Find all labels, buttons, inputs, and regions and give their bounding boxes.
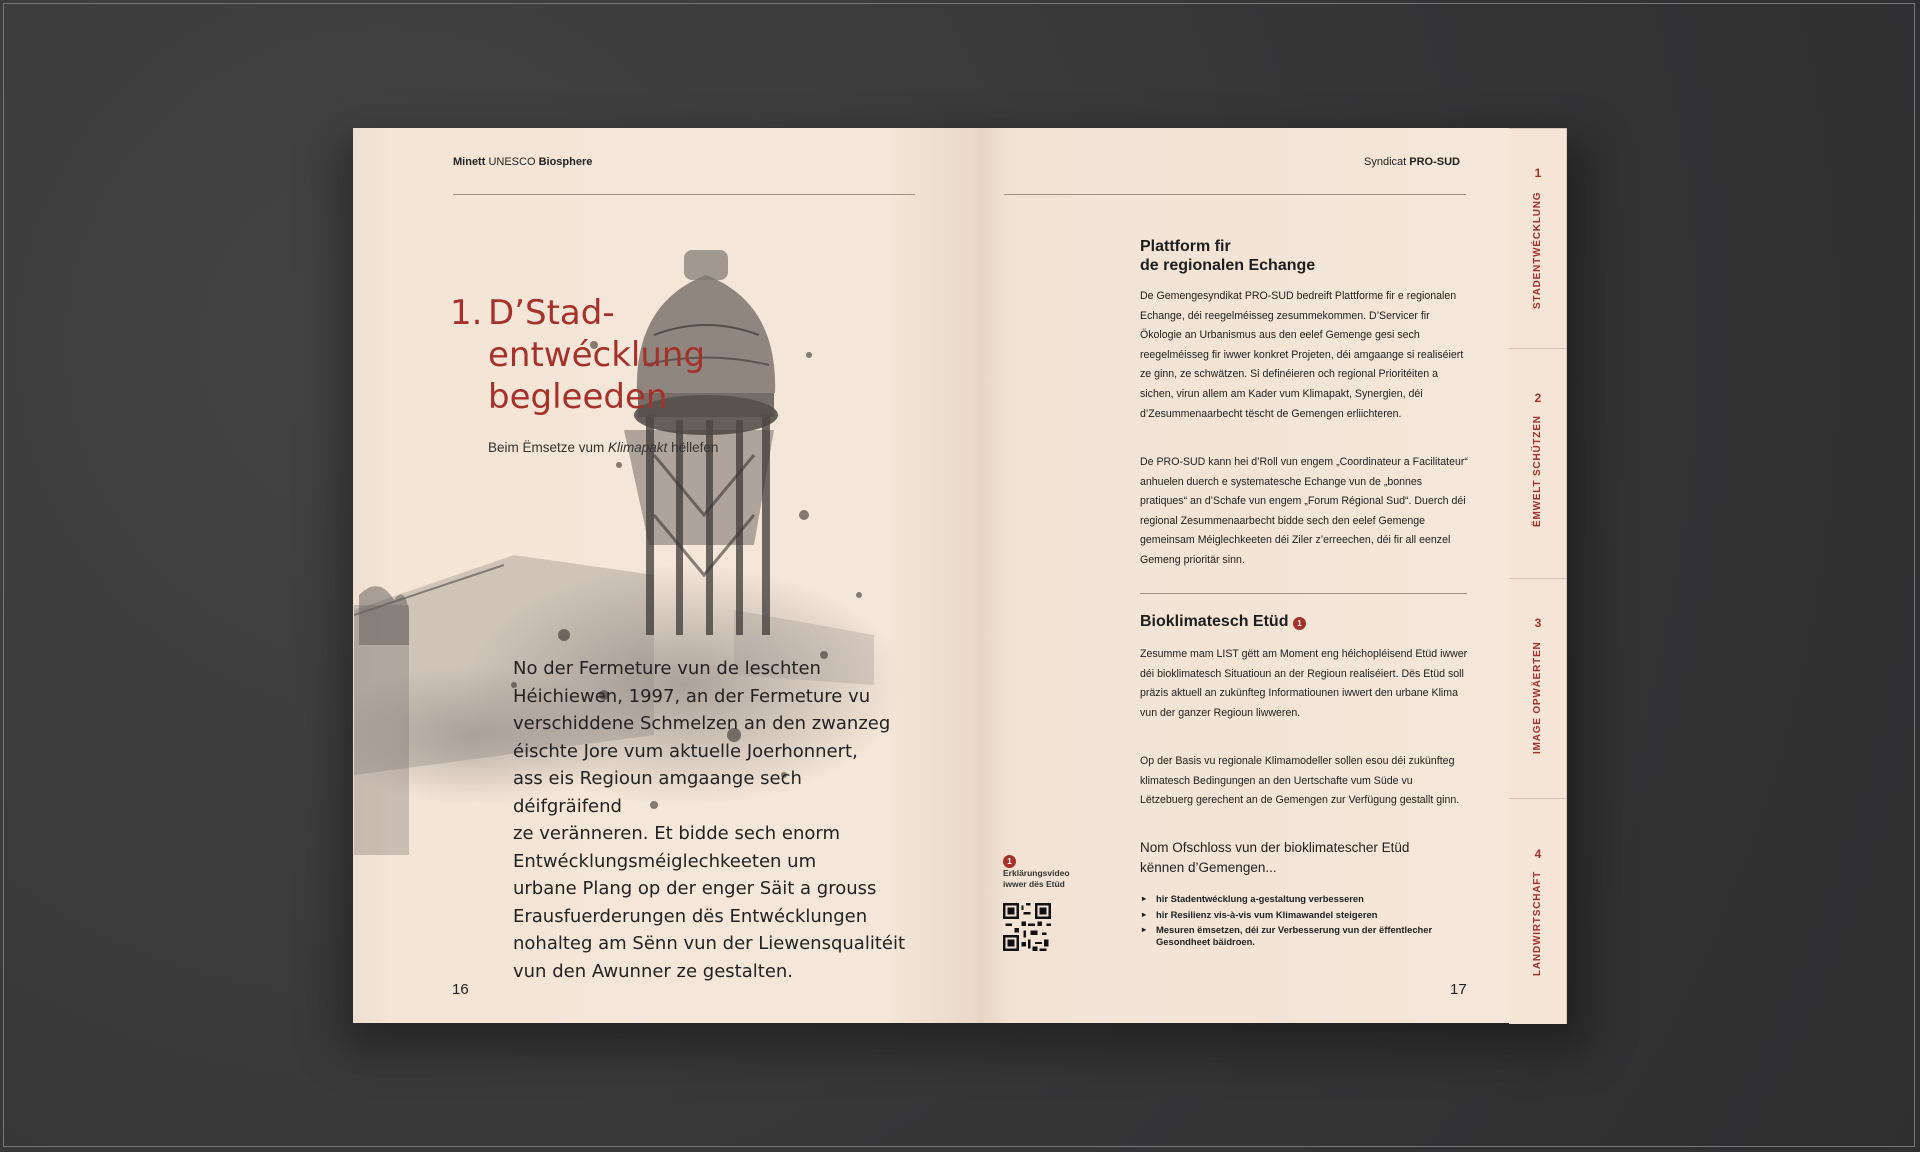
section-plattform-paragraph-1: De Gemengesyndikat PRO-SUD bedreift Plattforme fir e regionalen Echange, déi reegelméisseg zesummekommen. D’Servicer fir Ökologie an Urbanismus aus den eelef Gemenge gesi sech reegelméisseg fir iwwer konkret Projeten, déi amgaange si realiséiert ze ginn, ze schwätzen. Si definéieren och regional Prioritéiten a sichen, virun allem am Kader vum Klimapakt, Synergien, déi d’Zesummenaarbecht tëscht de Gemengen erliichteren. (1140, 290, 1464, 420)
intro-text: No der Fermeture vun de leschten Héichiewen, 1997, an der Fermeture vu verschiddene Schmelzen an den zwanzeg éischte Jore vum aktuelle Joerhonnert, ass eis Regioun amgaange sech déifgräifend ze veränneren. Et bidde sech enorm Entwécklungsméiglechkeeten um urbane Plang op der enger Säit a grouss Erausfuerderungen dës Entwécklungen nohalteg am Sënn vun der Liewensqualitéit vun den Awunner ze gestalten. (513, 658, 906, 982)
chapter-number: 1. (450, 293, 483, 333)
section-plattform-paragraph-2: De PRO-SUD kann hei d’Roll vun engem „Coordinateur a Facilitateur“ anhuelen duerch e systematesche Echange vun de „bonnes pratiques“ an d’Schafe vun engem „Forum Régional Sud“. Duerch déi regional Zesummenaarbecht bidde sech den eelef Gemenge gemeinsam Méiglechkeeten déi Ziler z’erreechen, déi fir all eenzel Gemeng prioritär sinn. (1140, 456, 1468, 566)
right-header-rule (1004, 194, 1466, 195)
list-item: ▸ hir Stadentwécklung a-gestaltung verbesseren (1140, 893, 1470, 905)
chapter-title: 1. D’Stad- entwécklung begleeden (450, 293, 706, 417)
right-page-number: 17 (1450, 981, 1467, 998)
chapter-subtitle: Beim Ëmsetze vum Klimapakt hëllefen (488, 440, 719, 455)
left-page-number: 16 (452, 981, 469, 998)
footnote-badge: 1 (1293, 617, 1306, 630)
qr-caption: 1 Erklärungsvideo iwwer dës Etüd (1003, 857, 1070, 889)
section-divider (1140, 593, 1467, 594)
list-item: ▸ Mesuren ëmsetzen, déi zur Verbesserung vun der ëffentlecher Gesondheet bäidroen. (1140, 924, 1470, 947)
list-item: ▸ hir Resilienz vis-à-vis vum Klimawandel steigeren (1140, 909, 1470, 921)
tab-image-opwaerten[interactable]: 3 IMAGE OPWÄERTEN (1509, 578, 1567, 799)
section-title-plattform: Plattform fir de regionalen Echange (1140, 238, 1316, 274)
section-bioklimatesch-paragraph-1: Zesumme mam LIST gëtt am Moment eng héichopléisend Etüd iwwer déi bioklimatesch Situatioun an der Regioun realiséiert. Dës Etüd soll präzis aktuell an zukünfteg Informatiounen iwwert den urbane Klima vun der ganzer Regioun liwweren. (1140, 648, 1468, 719)
section-bioklimatesch-lead: Nom Ofschloss vun der bioklimatescher Etüd kënnen d’Gemengen... (1140, 840, 1410, 875)
section-bioklimatesch-paragraph-2: Op der Basis vu regionale Klimamodeller sollen esou déi zukünfteg klimatesch Bedingungen an den Uertschafte vum Süde vu Lëtzebuerg gerechent an de Gemengen zur Verfügung gestallt ginn. (1140, 755, 1460, 807)
left-header-rule (453, 194, 915, 195)
tab-landwirtschaft[interactable]: 4 LANDWIRTSCHAFT (1509, 798, 1567, 1024)
right-header: Syndicat PRO-SUD (1364, 156, 1460, 168)
tab-emwelt-schutzen[interactable]: 2 ËMWELT SCHÜTZEN (1509, 348, 1567, 579)
qr-badge: 1 (1003, 855, 1016, 868)
benefits-list (1140, 893, 1470, 951)
section-title-bioklimatesch: Bioklimatesch Etüd 1 (1140, 612, 1306, 631)
left-header: Minett UNESCO Biosphere (453, 156, 593, 168)
qr-code[interactable] (1003, 903, 1051, 951)
tab-stadentwecklung[interactable]: 1 STADENTWÉCKLUNG (1509, 128, 1567, 349)
